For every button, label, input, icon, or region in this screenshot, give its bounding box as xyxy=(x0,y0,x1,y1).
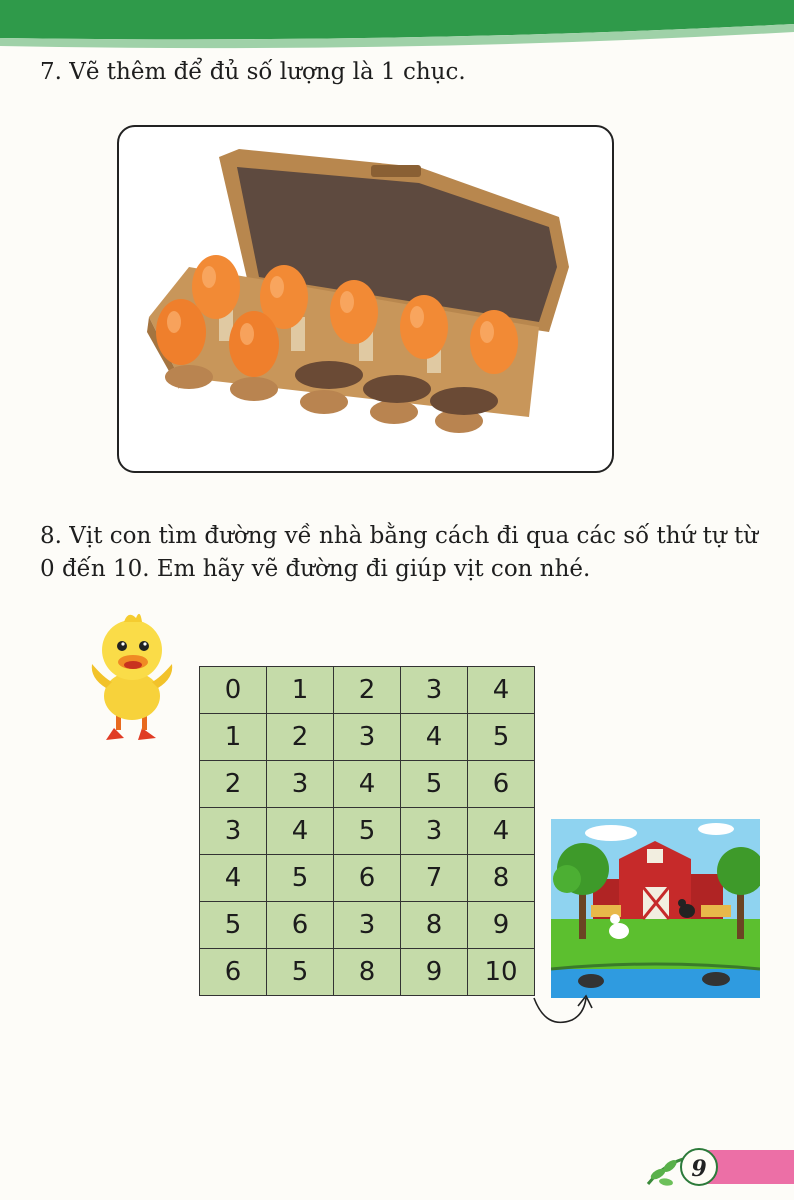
grid-row xyxy=(200,714,535,761)
grid-cell[interactable]: 5 xyxy=(401,761,468,808)
grid-cell[interactable]: 2 xyxy=(200,761,267,808)
grid-cell[interactable]: 6 xyxy=(200,949,267,996)
grid-cell[interactable]: 5 xyxy=(334,808,401,855)
path-arrow xyxy=(520,990,600,1040)
grid-cell[interactable]: 4 xyxy=(267,808,334,855)
farm-illustration xyxy=(551,819,760,998)
duckling-illustration xyxy=(84,608,180,744)
header-band xyxy=(0,0,794,58)
exercise-7-title: 7. Vẽ thêm để đủ số lượng là 1 chục. xyxy=(40,59,466,85)
exercise-8-line-2: 0 đến 10. Em hãy vẽ đường đi giúp vịt con nhé. xyxy=(40,556,591,582)
grid-cell[interactable]: 5 xyxy=(267,855,334,902)
egg-carton-frame xyxy=(117,125,614,473)
grid-cell[interactable]: 8 xyxy=(468,855,535,902)
grid-cell[interactable]: 2 xyxy=(334,667,401,714)
page-number: 9 xyxy=(680,1148,718,1186)
grid-row xyxy=(200,761,535,808)
grid-cell[interactable]: 0 xyxy=(200,667,267,714)
grid-row xyxy=(200,808,535,855)
grid-row xyxy=(200,949,535,996)
grid-cell[interactable]: 3 xyxy=(401,808,468,855)
grid-cell[interactable]: 5 xyxy=(200,902,267,949)
grid-cell[interactable]: 6 xyxy=(334,855,401,902)
grid-cell[interactable]: 5 xyxy=(267,949,334,996)
grid-row xyxy=(200,667,535,714)
grid-cell[interactable]: 7 xyxy=(401,855,468,902)
grid-cell[interactable]: 3 xyxy=(334,714,401,761)
grid-cell[interactable]: 3 xyxy=(200,808,267,855)
grid-cell[interactable]: 1 xyxy=(267,667,334,714)
grid-cell[interactable]: 5 xyxy=(468,714,535,761)
grid-cell[interactable]: 4 xyxy=(468,808,535,855)
grid-cell[interactable]: 4 xyxy=(468,667,535,714)
grid-cell[interactable]: 9 xyxy=(401,949,468,996)
grid-row xyxy=(200,902,535,949)
grid-cell[interactable]: 6 xyxy=(468,761,535,808)
number-maze-grid xyxy=(199,666,535,996)
grid-cell[interactable]: 4 xyxy=(401,714,468,761)
grid-cell[interactable]: 8 xyxy=(401,902,468,949)
grid-cell[interactable]: 4 xyxy=(334,761,401,808)
grid-cell[interactable]: 10 xyxy=(468,949,535,996)
exercise-8-line-1: 8. Vịt con tìm đường về nhà bằng cách đi qua các số thứ tự từ xyxy=(40,523,759,549)
grid-cell[interactable]: 6 xyxy=(267,902,334,949)
grid-row xyxy=(200,855,535,902)
grid-cell[interactable]: 3 xyxy=(267,761,334,808)
grid-cell[interactable]: 1 xyxy=(200,714,267,761)
grid-cell[interactable]: 3 xyxy=(334,902,401,949)
grid-cell[interactable]: 3 xyxy=(401,667,468,714)
grid-cell[interactable]: 8 xyxy=(334,949,401,996)
grid-cell[interactable]: 9 xyxy=(468,902,535,949)
egg-carton-illustration xyxy=(119,127,612,471)
grid-cell[interactable]: 4 xyxy=(200,855,267,902)
grid-cell[interactable]: 2 xyxy=(267,714,334,761)
